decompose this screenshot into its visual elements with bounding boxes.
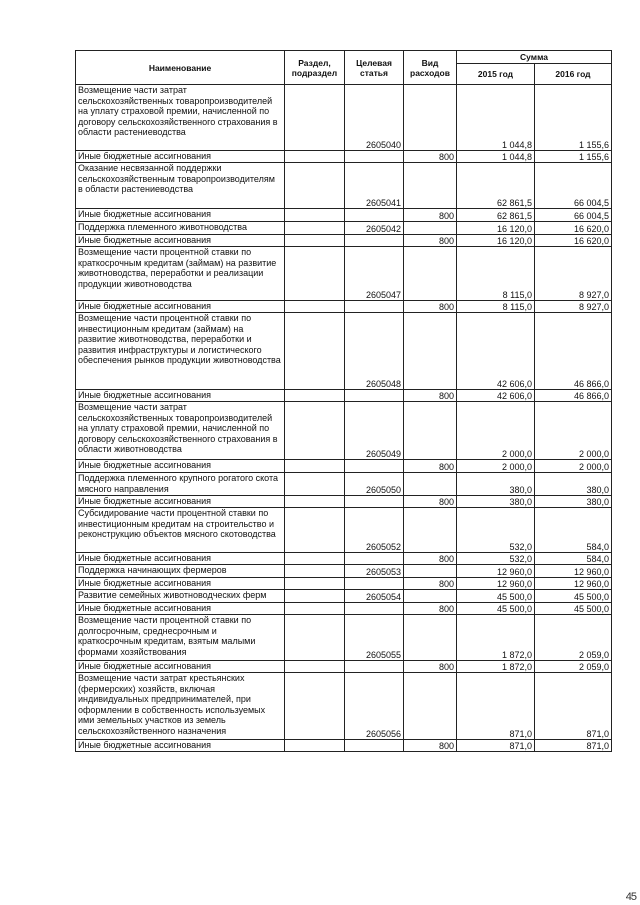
row-target-code: 2605054 — [345, 590, 404, 603]
row-amount-2015: 1 872,0 — [457, 661, 535, 673]
row-expense-type: 800 — [404, 496, 457, 508]
row-expense-type — [404, 565, 457, 578]
row-section — [285, 740, 345, 752]
row-amount-2016: 2 000,0 — [535, 402, 612, 460]
row-amount-2016: 2 059,0 — [535, 615, 612, 661]
table-row — [76, 209, 612, 222]
row-expense-type: 800 — [404, 578, 457, 590]
row-section — [285, 661, 345, 673]
row-amount-2015: 8 115,0 — [457, 247, 535, 301]
row-amount-2015: 12 960,0 — [457, 565, 535, 578]
row-amount-2016: 871,0 — [535, 740, 612, 752]
row-amount-2016: 12 960,0 — [535, 565, 612, 578]
table-row — [76, 460, 612, 473]
row-amount-2016: 2 000,0 — [535, 460, 612, 473]
row-amount-2015: 12 960,0 — [457, 578, 535, 590]
row-expense-type: 800 — [404, 460, 457, 473]
row-expense-type: 800 — [404, 553, 457, 565]
row-section — [285, 235, 345, 247]
header-year-2015: 2015 год — [457, 64, 535, 85]
row-name: Иные бюджетные ассигнования — [76, 390, 285, 402]
row-amount-2016: 45 500,0 — [535, 603, 612, 615]
table-row — [76, 578, 612, 590]
table-row — [76, 673, 612, 740]
row-target-code — [345, 390, 404, 402]
table-row — [76, 615, 612, 661]
table-row — [76, 222, 612, 235]
row-section — [285, 85, 345, 151]
row-expense-type — [404, 615, 457, 661]
table-row — [76, 85, 612, 151]
row-name: Иные бюджетные ассигнования — [76, 661, 285, 673]
table-row — [76, 740, 612, 752]
row-amount-2015: 2 000,0 — [457, 460, 535, 473]
row-amount-2015: 532,0 — [457, 553, 535, 565]
row-expense-type: 800 — [404, 151, 457, 163]
row-amount-2015: 45 500,0 — [457, 590, 535, 603]
row-expense-type — [404, 222, 457, 235]
row-name: Возмещение части процентной ставки по краткосрочным кредитам (займам) на развитие животноводства, переработки и реализации продукции животноводства — [76, 247, 285, 301]
row-section — [285, 553, 345, 565]
row-amount-2016: 584,0 — [535, 553, 612, 565]
row-target-code — [345, 578, 404, 590]
table-row — [76, 163, 612, 209]
table-row — [76, 301, 612, 313]
row-target-code: 2605040 — [345, 85, 404, 151]
row-section — [285, 313, 345, 390]
table-row — [76, 151, 612, 163]
row-section — [285, 460, 345, 473]
table-row — [76, 661, 612, 673]
row-expense-type — [404, 313, 457, 390]
table-row — [76, 235, 612, 247]
row-target-code: 2605047 — [345, 247, 404, 301]
row-amount-2016: 1 155,6 — [535, 85, 612, 151]
row-amount-2016: 66 004,5 — [535, 163, 612, 209]
row-amount-2015: 380,0 — [457, 496, 535, 508]
table-row — [76, 473, 612, 496]
row-expense-type — [404, 590, 457, 603]
row-amount-2015: 2 000,0 — [457, 402, 535, 460]
row-target-code: 2605055 — [345, 615, 404, 661]
table-body — [76, 85, 612, 752]
row-section — [285, 603, 345, 615]
row-amount-2015: 532,0 — [457, 508, 535, 553]
row-amount-2016: 380,0 — [535, 496, 612, 508]
header-target: Целевая статья — [345, 51, 404, 85]
row-target-code — [345, 553, 404, 565]
row-amount-2015: 16 120,0 — [457, 222, 535, 235]
row-name: Иные бюджетные ассигнования — [76, 740, 285, 752]
row-amount-2015: 16 120,0 — [457, 235, 535, 247]
row-section — [285, 247, 345, 301]
table-row — [76, 247, 612, 301]
row-name: Иные бюджетные ассигнования — [76, 496, 285, 508]
row-target-code — [345, 151, 404, 163]
row-amount-2016: 380,0 — [535, 473, 612, 496]
row-amount-2016: 16 620,0 — [535, 235, 612, 247]
row-target-code: 2605053 — [345, 565, 404, 578]
table-row — [76, 496, 612, 508]
row-expense-type: 800 — [404, 603, 457, 615]
row-amount-2016: 584,0 — [535, 508, 612, 553]
row-target-code: 2605041 — [345, 163, 404, 209]
row-amount-2015: 1 044,8 — [457, 85, 535, 151]
row-target-code: 2605042 — [345, 222, 404, 235]
table-row — [76, 390, 612, 402]
row-target-code — [345, 460, 404, 473]
row-amount-2015: 42 606,0 — [457, 313, 535, 390]
row-target-code — [345, 301, 404, 313]
row-amount-2016: 12 960,0 — [535, 578, 612, 590]
table-row — [76, 553, 612, 565]
row-target-code — [345, 603, 404, 615]
row-target-code — [345, 740, 404, 752]
row-amount-2015: 871,0 — [457, 740, 535, 752]
table-row — [76, 313, 612, 390]
row-section — [285, 578, 345, 590]
header-type: Вид расходов — [404, 51, 457, 85]
row-expense-type — [404, 473, 457, 496]
row-amount-2015: 62 861,5 — [457, 209, 535, 222]
row-name: Поддержка племенного крупного рогатого скота мясного направления — [76, 473, 285, 496]
header-year-2016: 2016 год — [535, 64, 612, 85]
row-section — [285, 590, 345, 603]
row-section — [285, 222, 345, 235]
row-name: Иные бюджетные ассигнования — [76, 603, 285, 615]
row-target-code — [345, 661, 404, 673]
row-name: Возмещение части затрат крестьянских (фермерских) хозяйств, включая индивидуальных предпринимателей, при оформлении в собственность используемых ими земельных участков из земель сельскохозяйственного назначения — [76, 673, 285, 740]
row-name: Иные бюджетные ассигнования — [76, 460, 285, 473]
row-name: Возмещение части процентной ставки по долгосрочным, среднесрочным и краткосрочным кредитам, взятым малыми формами хозяйствования — [76, 615, 285, 661]
table-row — [76, 590, 612, 603]
row-name: Развитие семейных животноводческих ферм — [76, 590, 285, 603]
row-name: Оказание несвязанной поддержки сельскохозяйственным товаропроизводителям в области растениеводства — [76, 163, 285, 209]
row-amount-2015: 45 500,0 — [457, 603, 535, 615]
row-target-code — [345, 209, 404, 222]
row-expense-type: 800 — [404, 301, 457, 313]
row-expense-type — [404, 163, 457, 209]
row-expense-type: 800 — [404, 235, 457, 247]
row-amount-2016: 16 620,0 — [535, 222, 612, 235]
header-section: Раздел, подраздел — [285, 51, 345, 85]
row-amount-2016: 45 500,0 — [535, 590, 612, 603]
row-expense-type: 800 — [404, 740, 457, 752]
row-name: Иные бюджетные ассигнования — [76, 553, 285, 565]
row-name: Субсидирование части процентной ставки по инвестиционным кредитам на строительство и реконструкцию объектов мясного скотоводства — [76, 508, 285, 553]
row-section — [285, 673, 345, 740]
row-name: Поддержка начинающих фермеров — [76, 565, 285, 578]
row-target-code: 2605050 — [345, 473, 404, 496]
row-section — [285, 508, 345, 553]
row-amount-2015: 62 861,5 — [457, 163, 535, 209]
table-row — [76, 603, 612, 615]
row-name: Поддержка племенного животноводства — [76, 222, 285, 235]
row-name: Возмещение части процентной ставки по инвестиционным кредитам (займам) на развитие животноводства, переработки и развития инфраструктуры и логистического обеспечения рынков продукции животноводства — [76, 313, 285, 390]
row-target-code — [345, 235, 404, 247]
row-amount-2016: 871,0 — [535, 673, 612, 740]
row-expense-type: 800 — [404, 209, 457, 222]
row-expense-type — [404, 673, 457, 740]
row-target-code: 2605049 — [345, 402, 404, 460]
table-row — [76, 402, 612, 460]
row-section — [285, 402, 345, 460]
row-target-code — [345, 496, 404, 508]
row-name: Иные бюджетные ассигнования — [76, 301, 285, 313]
row-expense-type — [404, 402, 457, 460]
row-expense-type — [404, 247, 457, 301]
header-name: Наименование — [76, 51, 285, 85]
row-amount-2016: 46 866,0 — [535, 390, 612, 402]
row-section — [285, 390, 345, 402]
row-amount-2016: 8 927,0 — [535, 301, 612, 313]
row-amount-2015: 42 606,0 — [457, 390, 535, 402]
row-amount-2016: 46 866,0 — [535, 313, 612, 390]
table-row — [76, 565, 612, 578]
row-amount-2015: 380,0 — [457, 473, 535, 496]
page-number: 45 — [625, 891, 636, 903]
row-amount-2015: 8 115,0 — [457, 301, 535, 313]
row-name: Иные бюджетные ассигнования — [76, 578, 285, 590]
row-section — [285, 615, 345, 661]
row-target-code: 2605048 — [345, 313, 404, 390]
row-name: Иные бюджетные ассигнования — [76, 209, 285, 222]
table-header — [76, 51, 612, 85]
row-name: Иные бюджетные ассигнования — [76, 151, 285, 163]
row-amount-2016: 2 059,0 — [535, 661, 612, 673]
row-amount-2016: 66 004,5 — [535, 209, 612, 222]
row-expense-type: 800 — [404, 661, 457, 673]
row-section — [285, 565, 345, 578]
row-name: Иные бюджетные ассигнования — [76, 235, 285, 247]
row-amount-2016: 1 155,6 — [535, 151, 612, 163]
row-expense-type: 800 — [404, 390, 457, 402]
row-target-code: 2605056 — [345, 673, 404, 740]
budget-table — [75, 50, 612, 752]
row-section — [285, 151, 345, 163]
header-sum: Сумма — [457, 51, 612, 64]
row-amount-2015: 871,0 — [457, 673, 535, 740]
row-section — [285, 209, 345, 222]
row-name: Возмещение части затрат сельскохозяйственных товаропроизводителей на уплату страховой премии, начисленной по договору сельскохозяйственного страхования в области растениеводства — [76, 85, 285, 151]
row-expense-type — [404, 508, 457, 553]
row-section — [285, 473, 345, 496]
row-amount-2016: 8 927,0 — [535, 247, 612, 301]
row-amount-2015: 1 872,0 — [457, 615, 535, 661]
row-name: Возмещение части затрат сельскохозяйственных товаропроизводителей на уплату страховой премии, начисленной по договору сельскохозяйственного страхования в области животноводства — [76, 402, 285, 460]
row-target-code: 2605052 — [345, 508, 404, 553]
row-section — [285, 163, 345, 209]
row-section — [285, 301, 345, 313]
row-expense-type — [404, 85, 457, 151]
table-row — [76, 508, 612, 553]
row-amount-2015: 1 044,8 — [457, 151, 535, 163]
row-section — [285, 496, 345, 508]
